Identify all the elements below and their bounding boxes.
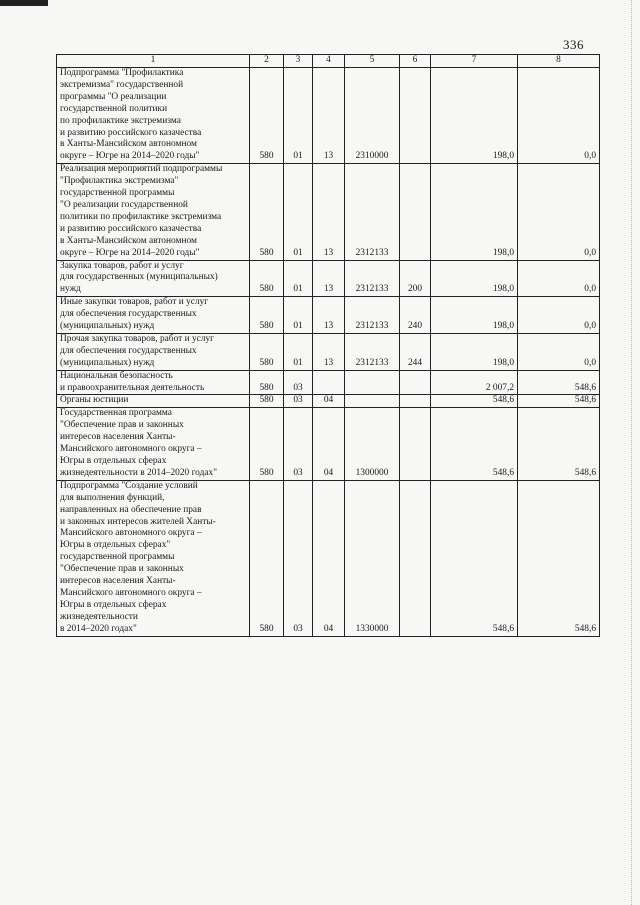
expense-type-cell xyxy=(400,370,431,395)
column-header: 6 xyxy=(400,55,431,68)
expense-type-cell xyxy=(400,408,431,480)
description-line: интересов населения Ханты- xyxy=(60,432,176,443)
table-row xyxy=(57,260,600,297)
amount-change-cell: 548,6 xyxy=(518,408,600,480)
page-number: 336 xyxy=(563,37,584,52)
column-header: 7 xyxy=(431,55,518,68)
amount-2014-cell: 548,6 xyxy=(431,395,518,408)
section-code-cell: 01 xyxy=(284,164,313,260)
subsection-code-cell: 13 xyxy=(313,260,345,297)
description-line: для обеспечения государственных xyxy=(60,345,197,356)
amount-change-cell: 0,0 xyxy=(518,333,600,370)
target-article-cell xyxy=(345,370,400,395)
description-line: Реализация мероприятий подпрограммы xyxy=(60,164,223,175)
description-line: Югры в отдельных сферах" xyxy=(60,540,171,551)
description-line: государственной программы xyxy=(60,552,175,563)
description-line: для выполнения функций, xyxy=(60,492,165,503)
admin-code-cell: 580 xyxy=(250,333,284,370)
amount-2014-cell: 198,0 xyxy=(431,260,518,297)
amount-2014-cell: 548,6 xyxy=(431,408,518,480)
amount-2014-cell: 198,0 xyxy=(431,164,518,260)
expense-type-cell: 200 xyxy=(400,260,431,297)
subsection-code-cell: 04 xyxy=(313,480,345,636)
description-line: (муниципальных) нужд xyxy=(60,321,155,332)
subsection-code-cell: 13 xyxy=(313,297,345,334)
expense-type-cell: 240 xyxy=(400,297,431,334)
expense-type-cell: 244 xyxy=(400,333,431,370)
row-description xyxy=(57,260,250,297)
description-line: интересов населения Ханты- xyxy=(60,576,176,587)
expense-type-cell xyxy=(400,480,431,636)
target-article-cell: 2312133 xyxy=(345,260,400,297)
description-line: жизнедеятельности xyxy=(60,611,138,622)
row-description xyxy=(57,408,250,480)
table-row xyxy=(57,370,600,395)
section-code-cell: 03 xyxy=(284,480,313,636)
admin-code-cell: 580 xyxy=(250,408,284,480)
table-row xyxy=(57,68,600,164)
description-line: "Обеспечение прав и законных xyxy=(60,564,184,575)
table-header-row xyxy=(57,55,600,68)
description-line: нужд xyxy=(60,284,81,295)
description-line: и правоохранительная деятельность xyxy=(60,382,205,393)
description-line: "Профилактика экстремизма" xyxy=(60,176,179,187)
subsection-code-cell xyxy=(313,370,345,395)
subsection-code-cell: 04 xyxy=(313,408,345,480)
table-row xyxy=(57,333,600,370)
amount-2014-cell: 198,0 xyxy=(431,68,518,164)
description-line: Национальная безопасность xyxy=(60,370,173,381)
target-article-cell: 2312133 xyxy=(345,297,400,334)
target-article-cell xyxy=(345,395,400,408)
description-line: "Обеспечение прав и законных xyxy=(60,420,184,431)
admin-code-cell: 580 xyxy=(250,480,284,636)
subsection-code-cell: 13 xyxy=(313,164,345,260)
description-line: государственной политики xyxy=(60,103,168,114)
table-row xyxy=(57,164,600,260)
description-line: Подпрограмма "Профилактика xyxy=(60,68,184,78)
table-row xyxy=(57,297,600,334)
table-row xyxy=(57,408,600,480)
amount-2014-cell: 548,6 xyxy=(431,480,518,636)
description-line: Мансийского автономного округа – xyxy=(60,587,202,598)
amount-change-cell: 0,0 xyxy=(518,164,600,260)
amount-change-cell: 548,6 xyxy=(518,395,600,408)
expense-type-cell xyxy=(400,395,431,408)
column-header: 4 xyxy=(313,55,345,68)
description-line: политики по профилактике экстремизма xyxy=(60,211,222,222)
target-article-cell: 1330000 xyxy=(345,480,400,636)
description-line: направленных на обеспечение прав xyxy=(60,504,202,515)
expense-type-cell xyxy=(400,68,431,164)
section-code-cell: 03 xyxy=(284,395,313,408)
description-line: жизнедеятельности в 2014–2020 годах" xyxy=(60,467,218,478)
subsection-code-cell: 13 xyxy=(313,333,345,370)
amount-2014-cell: 2 007,2 xyxy=(431,370,518,395)
target-article-cell: 1300000 xyxy=(345,408,400,480)
description-line: округе – Югре на 2014–2020 годы" xyxy=(60,247,200,258)
amount-2014-cell: 198,0 xyxy=(431,333,518,370)
description-line: Мансийского автономного округа – xyxy=(60,444,202,455)
column-header: 3 xyxy=(284,55,313,68)
description-line: "О реализации государственной xyxy=(60,199,188,210)
description-line: в Ханты-Мансийском автономном xyxy=(60,139,197,150)
description-line: Иные закупки товаров, работ и услуг xyxy=(60,297,209,308)
column-header: 8 xyxy=(518,55,600,68)
admin-code-cell: 580 xyxy=(250,370,284,395)
row-description xyxy=(57,480,250,636)
amount-2014-cell: 198,0 xyxy=(431,297,518,334)
description-line: государственной программы xyxy=(60,188,175,199)
table-body xyxy=(57,68,600,637)
subsection-code-cell: 13 xyxy=(313,68,345,164)
admin-code-cell: 580 xyxy=(250,68,284,164)
column-header: 2 xyxy=(250,55,284,68)
section-code-cell: 01 xyxy=(284,333,313,370)
description-line: Прочая закупка товаров, работ и услуг xyxy=(60,333,214,344)
admin-code-cell: 580 xyxy=(250,297,284,334)
description-line: в Ханты-Мансийском автономном xyxy=(60,235,197,246)
amount-change-cell: 0,0 xyxy=(518,260,600,297)
amount-change-cell: 0,0 xyxy=(518,297,600,334)
description-line: Органы юстиции xyxy=(60,395,129,406)
description-line: (муниципальных) нужд xyxy=(60,357,155,368)
scan-edge-line xyxy=(630,0,632,905)
scan-corner-mark xyxy=(0,0,48,6)
row-description xyxy=(57,395,250,408)
admin-code-cell: 580 xyxy=(250,260,284,297)
description-line: и развитию российского казачества xyxy=(60,127,202,138)
description-line: для государственных (муниципальных) xyxy=(60,272,218,283)
description-line: и законных интересов жителей Ханты- xyxy=(60,516,216,527)
description-line: и развитию российского казачества xyxy=(60,223,202,234)
amount-change-cell: 548,6 xyxy=(518,370,600,395)
column-header: 1 xyxy=(57,55,250,68)
amount-change-cell: 548,6 xyxy=(518,480,600,636)
row-description xyxy=(57,164,250,260)
description-line: программы "О реализации xyxy=(60,91,167,102)
expense-type-cell xyxy=(400,164,431,260)
description-line: Закупка товаров, работ и услуг xyxy=(60,260,184,271)
section-code-cell: 03 xyxy=(284,370,313,395)
description-line: Подпрограмма "Создание условий xyxy=(60,480,198,491)
description-line: для обеспечения государственных xyxy=(60,309,197,320)
section-code-cell: 03 xyxy=(284,408,313,480)
description-line: округе – Югре на 2014–2020 годы" xyxy=(60,151,200,162)
target-article-cell: 2312133 xyxy=(345,164,400,260)
description-line: в 2014–2020 годах" xyxy=(60,623,137,634)
section-code-cell: 01 xyxy=(284,260,313,297)
admin-code-cell: 580 xyxy=(250,395,284,408)
admin-code-cell: 580 xyxy=(250,164,284,260)
row-description xyxy=(57,297,250,334)
section-code-cell: 01 xyxy=(284,68,313,164)
description-line: экстремизма" государственной xyxy=(60,79,184,90)
table-row xyxy=(57,480,600,636)
target-article-cell: 2312133 xyxy=(345,333,400,370)
description-line: по профилактике экстремизма xyxy=(60,115,181,126)
description-line: Государственная программа xyxy=(60,408,172,419)
row-description xyxy=(57,333,250,370)
target-article-cell: 2310000 xyxy=(345,68,400,164)
table-row xyxy=(57,395,600,408)
budget-table xyxy=(56,54,600,637)
row-description xyxy=(57,370,250,395)
row-description xyxy=(57,68,250,164)
description-line: Югры в отдельных сферах xyxy=(60,456,167,466)
section-code-cell: 01 xyxy=(284,297,313,334)
subsection-code-cell: 04 xyxy=(313,395,345,408)
description-line: Югры в отдельных сферах xyxy=(60,599,167,610)
amount-change-cell: 0,0 xyxy=(518,68,600,164)
column-header: 5 xyxy=(345,55,400,68)
description-line: Мансийского автономного округа – xyxy=(60,528,202,539)
